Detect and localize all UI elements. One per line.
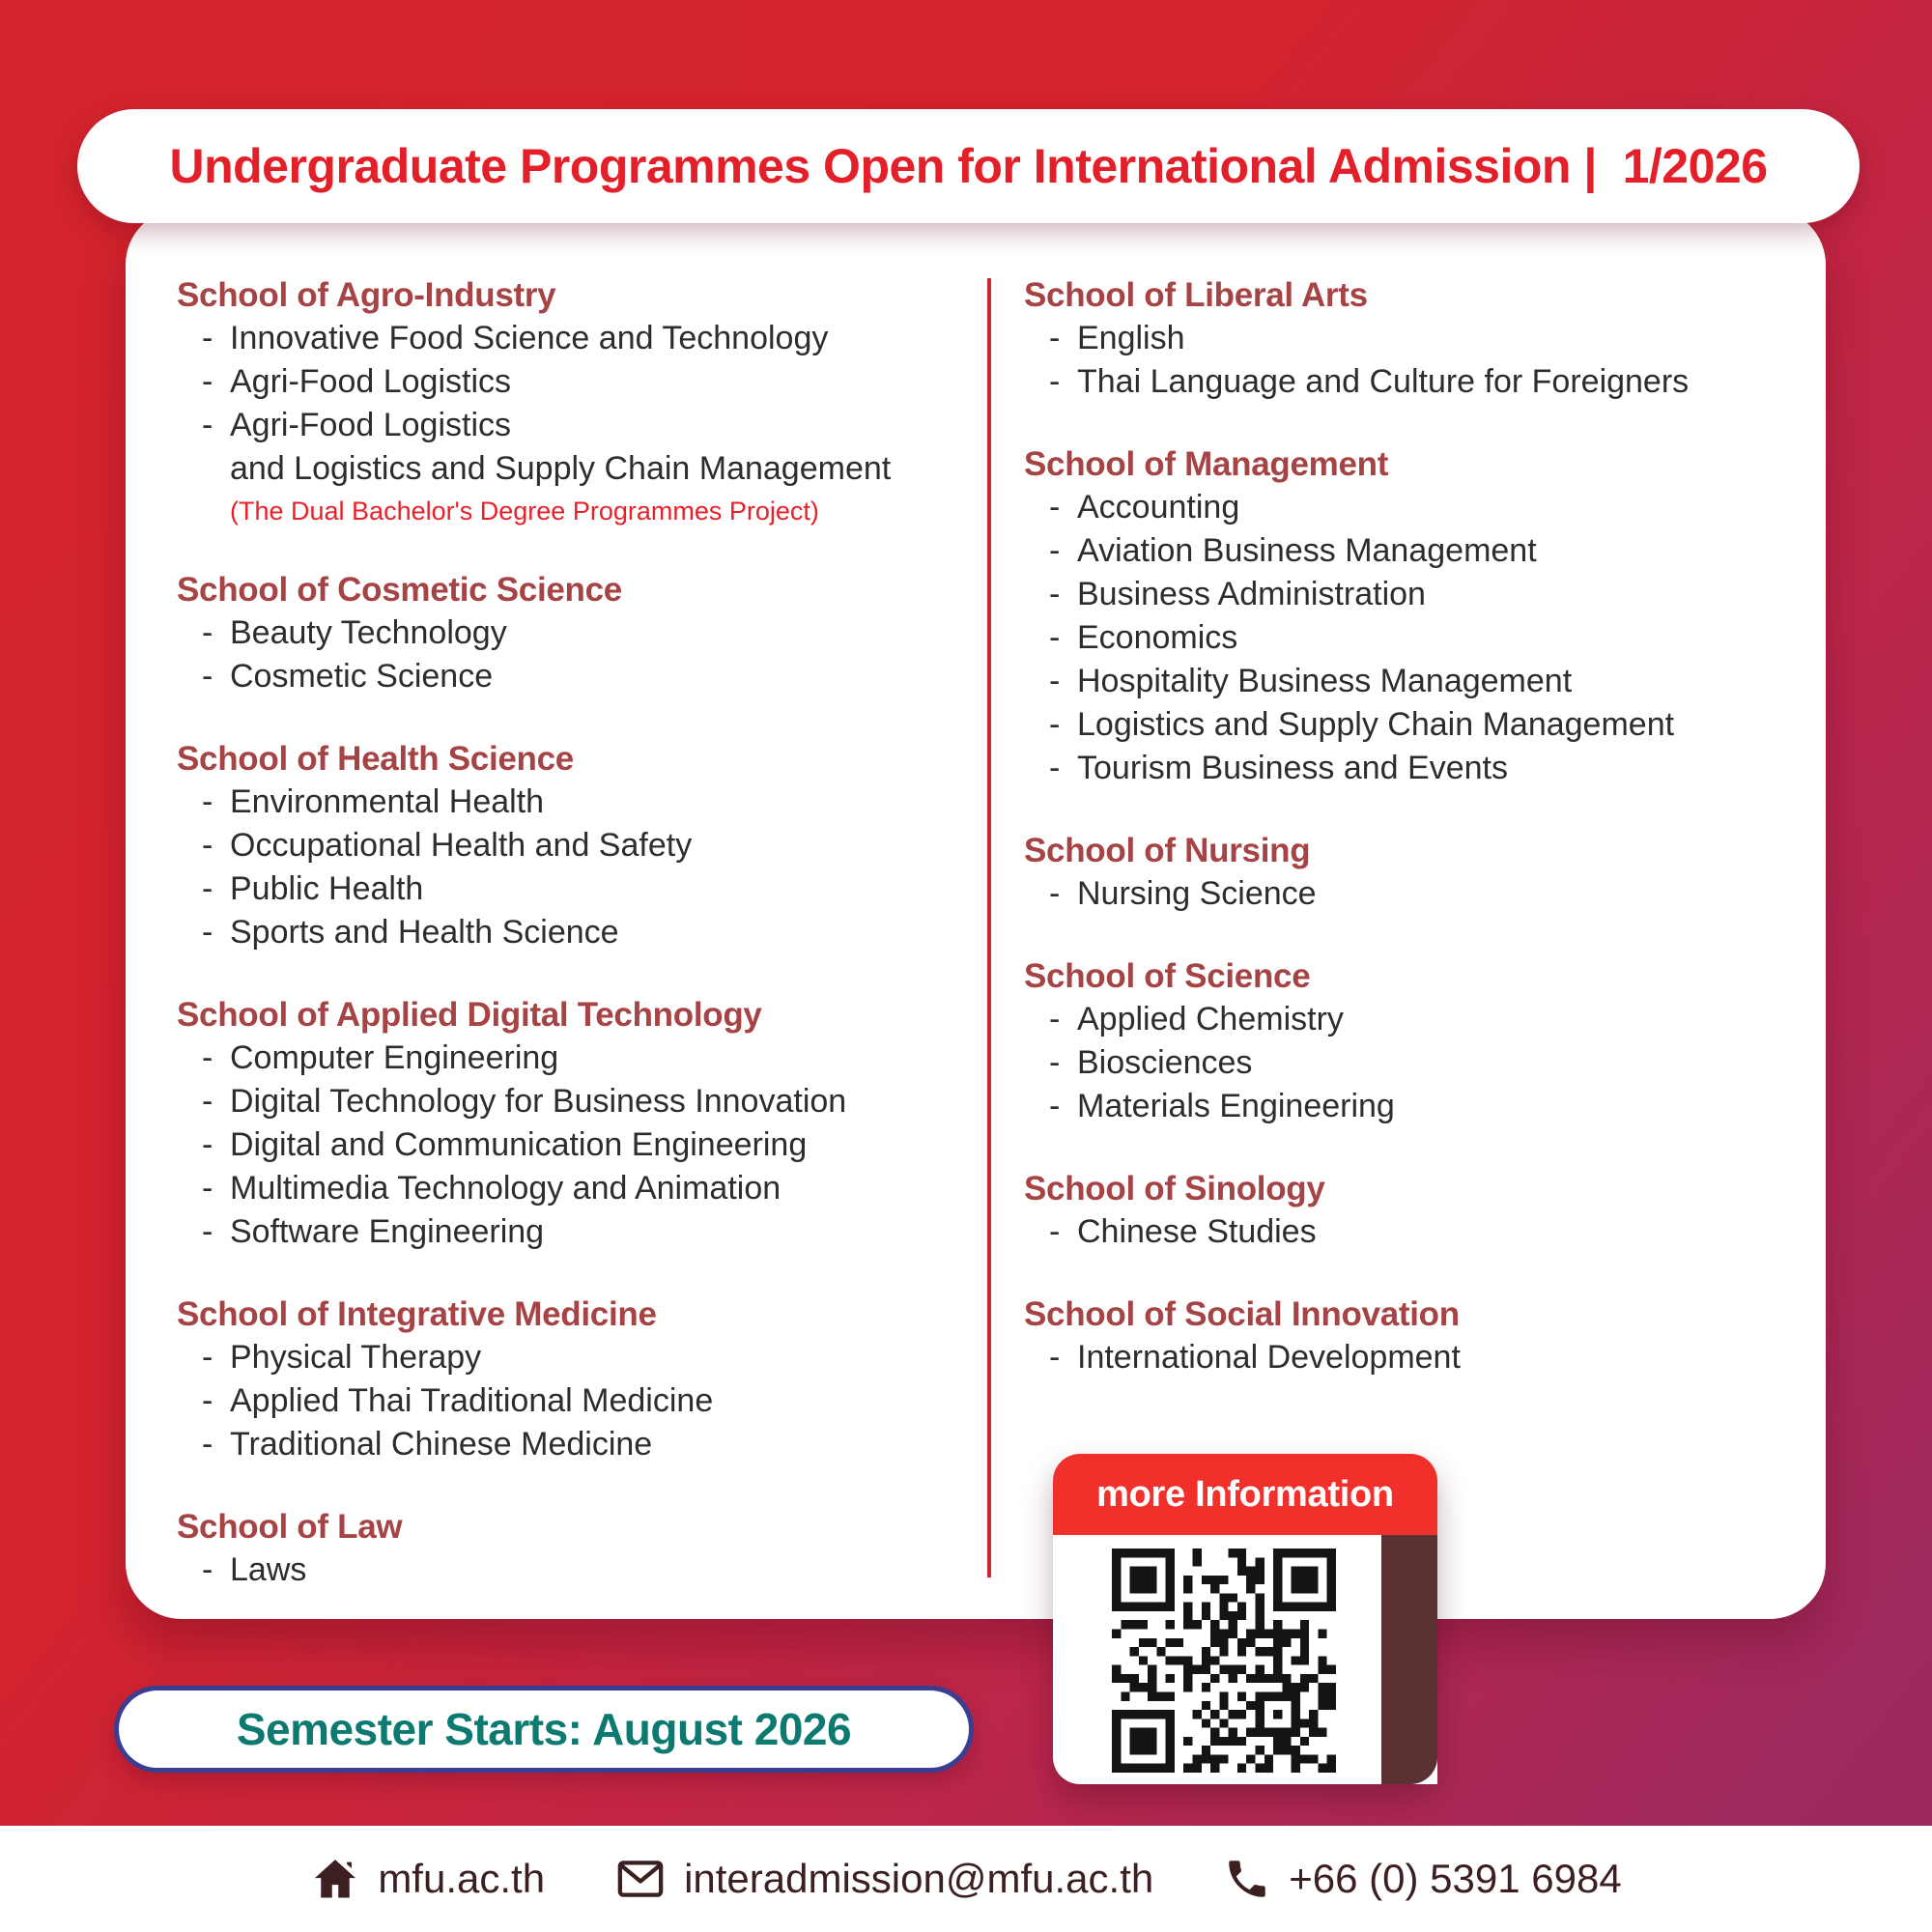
program-item: - Business Administration <box>1024 573 1802 616</box>
envelope-icon <box>614 1853 667 1905</box>
programmes-card <box>126 209 1826 1619</box>
program-item: - Laws <box>177 1548 974 1592</box>
program-item: - Occupational Health and Safety <box>177 824 974 867</box>
program-item: - Agri-Food Logistics <box>177 360 974 404</box>
program-item: - International Development <box>1024 1336 1802 1379</box>
footer-phone: +66 (0) 5391 6984 <box>1289 1856 1622 1901</box>
qr-card-body <box>1053 1535 1437 1784</box>
program-item: - Applied Chemistry <box>1024 998 1802 1041</box>
school-heading: School of Sinology <box>1024 1170 1325 1208</box>
program-note: (The Dual Bachelor's Degree Programmes Project) <box>230 497 819 526</box>
footer-contact-bar <box>0 1826 1932 1932</box>
program-item: - Environmental Health <box>177 781 974 824</box>
school-heading: School of Nursing <box>1024 832 1311 869</box>
qr-code <box>1111 1548 1337 1773</box>
program-item: - Innovative Food Science and Technology <box>177 317 974 360</box>
program-item: - Sports and Health Science <box>177 911 974 954</box>
school-section-law <box>177 1505 974 1592</box>
header-banner <box>77 109 1860 223</box>
program-item: - Multimedia Technology and Animation <box>177 1167 974 1210</box>
program-item: - Beauty Technology <box>177 611 974 655</box>
program-item: - Tourism Business and Events <box>1024 747 1802 790</box>
school-section-integrative-medicine <box>177 1293 974 1466</box>
school-heading: School of Science <box>1024 957 1311 995</box>
more-information-label: more Information <box>1096 1473 1394 1515</box>
footer-website-group <box>310 1854 545 1904</box>
school-section-nursing <box>1024 829 1802 916</box>
program-item: - Accounting <box>1024 486 1802 529</box>
school-section-management <box>1024 442 1802 790</box>
school-heading: School of Management <box>1024 445 1389 483</box>
home-icon <box>310 1854 360 1904</box>
program-item-continuation: and Logistics and Supply Chain Management <box>230 450 892 487</box>
footer-email-group <box>614 1853 1153 1905</box>
semester-start-banner <box>114 1686 974 1773</box>
school-heading: School of Liberal Arts <box>1024 276 1368 314</box>
school-section-cosmetic-science <box>177 568 974 698</box>
phone-icon <box>1223 1855 1271 1903</box>
column-left <box>177 273 974 1631</box>
school-heading: School of Law <box>177 1508 403 1546</box>
footer-email: interadmission@mfu.ac.th <box>684 1856 1154 1901</box>
page-title: Undergraduate Programmes Open for International Admission | 1/2026 <box>169 139 1768 193</box>
semester-start-label: Semester Starts: August 2026 <box>236 1704 852 1754</box>
school-heading: School of Social Innovation <box>1024 1295 1460 1333</box>
program-item: - Digital Technology for Business Innovation <box>177 1080 974 1123</box>
school-section-social-innovation <box>1024 1293 1802 1379</box>
program-item: - Agri-Food Logistics <box>177 404 974 447</box>
footer-phone-group <box>1223 1855 1621 1903</box>
program-item: - Economics <box>1024 616 1802 660</box>
program-item: - Traditional Chinese Medicine <box>177 1423 974 1466</box>
qr-card-bookmark-strip <box>1381 1535 1437 1784</box>
more-information-card <box>1053 1454 1437 1784</box>
school-heading: School of Cosmetic Science <box>177 571 622 609</box>
school-heading: School of Health Science <box>177 740 574 778</box>
school-section-sinology <box>1024 1167 1802 1254</box>
program-item: - Nursing Science <box>1024 872 1802 916</box>
program-item: - Applied Thai Traditional Medicine <box>177 1379 974 1423</box>
program-item: - Biosciences <box>1024 1041 1802 1085</box>
program-item: - Logistics and Supply Chain Management <box>1024 703 1802 747</box>
school-section-applied-digital-technology <box>177 993 974 1254</box>
school-heading: School of Agro-Industry <box>177 276 556 314</box>
footer-website: mfu.ac.th <box>378 1856 546 1901</box>
program-item: - Thai Language and Culture for Foreigners <box>1024 360 1802 404</box>
program-item: - English <box>1024 317 1802 360</box>
school-section-science <box>1024 954 1802 1128</box>
program-item: - Chinese Studies <box>1024 1210 1802 1254</box>
program-item: - Digital and Communication Engineering <box>177 1123 974 1167</box>
column-divider <box>987 278 991 1577</box>
program-item: - Public Health <box>177 867 974 911</box>
school-section-health-science <box>177 737 974 954</box>
column-right <box>1024 273 1802 1418</box>
program-item: - Materials Engineering <box>1024 1085 1802 1128</box>
more-information-header <box>1053 1454 1437 1535</box>
program-item: - Cosmetic Science <box>177 655 974 698</box>
program-item: - Software Engineering <box>177 1210 974 1254</box>
school-heading: School of Integrative Medicine <box>177 1295 657 1333</box>
school-section-agro-industry <box>177 273 974 529</box>
program-item: - Aviation Business Management <box>1024 529 1802 573</box>
program-item: - Physical Therapy <box>177 1336 974 1379</box>
school-section-liberal-arts <box>1024 273 1802 404</box>
program-item: - Hospitality Business Management <box>1024 660 1802 703</box>
program-item: - Computer Engineering <box>177 1037 974 1080</box>
school-heading: School of Applied Digital Technology <box>177 996 762 1034</box>
